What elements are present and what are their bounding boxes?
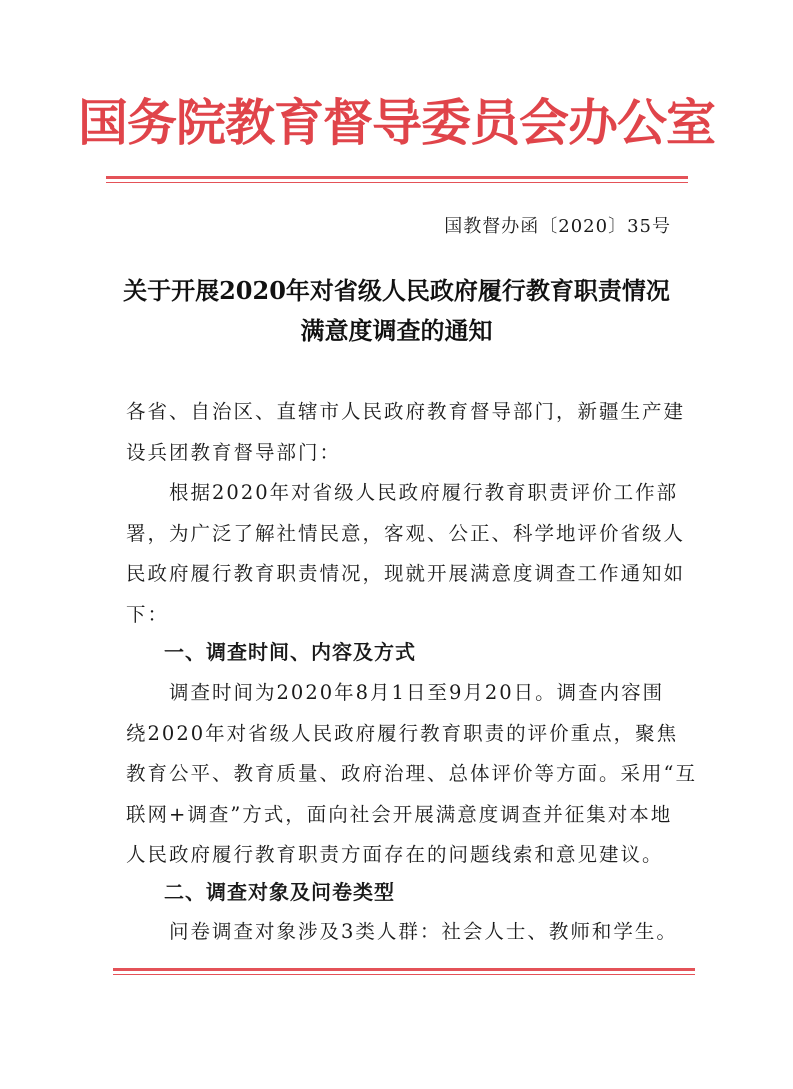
section-2-line-1: 问卷调查对象涉及3类人群：社会人士、教师和学生。	[126, 920, 678, 943]
paragraph-intro-line-2: 署，为广泛了解社情民意，客观、公正、科学地评价省级人	[126, 521, 686, 545]
letterhead-thick-rule	[106, 176, 688, 179]
letterhead-org-name: 国务院教育督导委员会办公室	[78, 93, 715, 152]
section-1-heading: 一、调查时间、内容及方式	[164, 640, 416, 664]
addressee-line-2: 设兵团教育督导部门：	[126, 440, 342, 464]
addressee-line-1: 各省、自治区、直辖市人民政府教育督导部门，新疆生产建	[126, 400, 686, 423]
section-1-line-4: 联网+调查”方式，面向社会开展满意度调查并征集对本地	[126, 802, 673, 826]
document-title-line-2: 满意度调查的通知	[300, 316, 493, 345]
section-1-line-3: 教育公平、教育质量、政府治理、总体评价等方面。采用“互	[126, 762, 697, 785]
document-number: 国教督办函〔2020〕35号	[444, 216, 671, 237]
footer-thin-rule	[113, 974, 695, 975]
letterhead-thin-rule	[106, 182, 688, 183]
paragraph-intro	[126, 473, 686, 635]
section-1-line-5: 人民政府履行教育职责方面存在的问题线索和意见建议。	[126, 843, 664, 866]
section-1-body	[126, 673, 697, 876]
section-2-body	[126, 912, 686, 953]
addressee-block	[126, 392, 686, 473]
footer-thick-rule	[113, 968, 695, 971]
section-1-line-1: 调查时间为2020年8月1日至9月20日。调查内容围	[126, 681, 665, 704]
paragraph-intro-line-3: 民政府履行教育职责情况，现就开展满意度调查工作通知如	[126, 562, 686, 585]
section-2-heading: 二、调查对象及问卷类型	[164, 880, 395, 904]
document-title-line-1: 关于开展2020年对省级人民政府履行教育职责情况	[123, 276, 670, 305]
paragraph-intro-line-4: 下：	[126, 602, 170, 626]
section-1-line-2: 绕2020年对省级人民政府履行教育职责的评价重点，聚焦	[126, 721, 679, 745]
paragraph-intro-line-1: 根据2020年对省级人民政府履行教育职责评价工作部	[126, 481, 679, 504]
